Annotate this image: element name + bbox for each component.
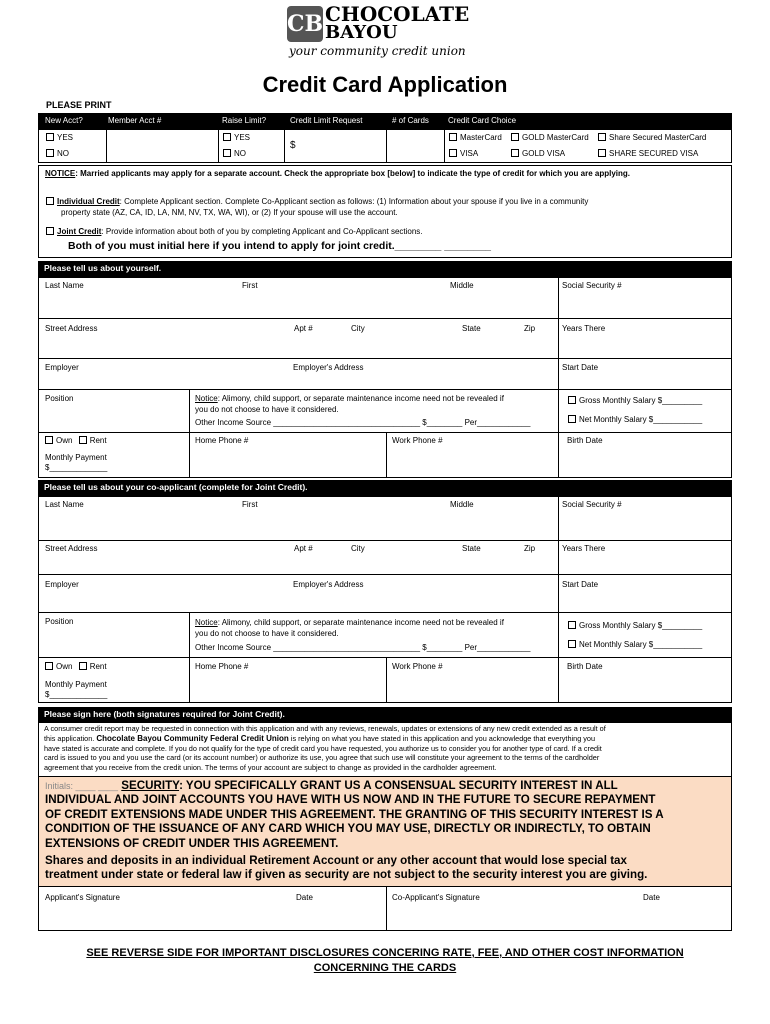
individual-credit: Individual Credit: Complete Applicant section. Complete Co-Applicant section as follows: (1) Information about your spouse if you live in a community — [46, 196, 588, 207]
checkbox[interactable] — [568, 415, 576, 423]
years-there-label: Years There — [562, 324, 606, 333]
other-income: Other Income Source _________________________________ $________ Per____________ — [195, 418, 531, 427]
co-years-there-label: Years There — [562, 544, 606, 553]
checkbox[interactable] — [449, 149, 457, 157]
co-street-label: Street Address — [45, 544, 98, 553]
co-work-phone-label: Work Phone # — [392, 662, 443, 671]
co-last-name-label: Last Name — [45, 500, 84, 509]
co-home-phone-label: Home Phone # — [195, 662, 249, 671]
new-acct-yes[interactable]: YES — [46, 133, 73, 142]
header-bar — [38, 113, 732, 129]
checkbox[interactable] — [449, 133, 457, 141]
credit-limit-dollar: $ — [290, 140, 296, 151]
co-city-label: City — [351, 544, 365, 553]
state-label: State — [462, 324, 481, 333]
option-gold-mastercard[interactable]: GOLD MasterCard — [511, 133, 589, 142]
security-text: Initials: ____ ____ SECURITY: YOU SPECIFICALLY GRANT US A CONSENSUAL SECURITY INTEREST IN ALL INDIVIDUAL AND JOINT ACCOUNTS YOU HAVE WITH US NOW AND IN THE FUTURE TO SECURE REPAYMENT OF CREDIT EXTENSIONS MADE UNDER THIS AGREEMENT. THE GRANTING OF THIS SECURITY INTEREST IS A CONDITION OF THE ISSUANCE OF ANY CARD WHICH YOU MAY USE, DIRECTLY OR INDIRECTLY, TO OBTAIN EXTENSIONS OF CREDIT UNDER THIS AGREEMENT. Shares and deposits in an individual Retirement Account or any other account that would lose special tax treatment under state or federal law if given as security are not subject to the security interest you are giving. — [45, 779, 664, 882]
middle-name-label: Middle — [450, 281, 474, 290]
credit-limit-request-label: Credit Limit Request — [290, 116, 363, 125]
coapplicant-bar: Please tell us about your co-applicant (complete for Joint Credit). — [38, 480, 732, 496]
co-monthly-payment-label: Monthly Payment — [45, 680, 107, 689]
alimony-notice: Notice: Alimony, child support, or separate maintenance income need not be revealed if — [195, 394, 504, 403]
apt-label: Apt # — [294, 324, 313, 333]
co-birth-date-label: Birth Date — [567, 662, 603, 671]
applicant-bar: Please tell us about yourself. — [38, 261, 732, 277]
raise-limit-yes[interactable]: YES — [223, 133, 250, 142]
work-phone-label: Work Phone # — [392, 436, 443, 445]
alimony-notice-2: you do not choose to have it considered. — [195, 405, 339, 414]
last-name-label: Last Name — [45, 281, 84, 290]
num-cards-label: # of Cards — [392, 116, 429, 125]
coapplicant-box — [38, 496, 732, 703]
zip-label: Zip — [524, 324, 536, 333]
applicant-signature-label: Applicant's Signature — [45, 893, 120, 902]
gross-salary[interactable]: Gross Monthly Salary $_________ — [568, 396, 702, 405]
coapplicant-date-label: Date — [643, 893, 660, 902]
co-monthly-payment-line: $_____________ — [45, 690, 108, 699]
option-share-secured-visa[interactable]: SHARE SECURED VISA — [598, 149, 698, 158]
option-visa[interactable]: VISA — [449, 149, 478, 158]
new-acct-no[interactable]: NO — [46, 149, 69, 158]
logo-line1: CHOCOLATE — [325, 2, 470, 26]
page-title: Credit Card Application — [262, 72, 508, 97]
footer-line1: SEE REVERSE SIDE FOR IMPORTANT DISCLOSURES CONCERING RATE, FEE, AND OTHER COST INFORMATION — [86, 947, 684, 959]
logo-monogram: CB — [287, 6, 323, 42]
net-salary[interactable]: Net Monthly Salary $___________ — [568, 415, 702, 424]
option-share-secured-mastercard[interactable]: Share Secured MasterCard — [598, 133, 706, 142]
co-apt-label: Apt # — [294, 544, 313, 553]
sign-bar: Please sign here (both signatures required for Joint Credit). — [38, 707, 732, 722]
co-net-salary[interactable]: Net Monthly Salary $___________ — [568, 640, 702, 649]
logo-tagline: your community credit union — [289, 44, 466, 58]
footer-line2: CONCERNING THE CARDS — [313, 962, 457, 974]
option-mastercard[interactable]: MasterCard — [449, 133, 502, 142]
home-phone-label: Home Phone # — [195, 436, 249, 445]
co-state-label: State — [462, 544, 481, 553]
checkbox[interactable] — [223, 149, 231, 157]
co-ssn-label: Social Security # — [562, 500, 622, 509]
joint-credit: Joint Credit: Provide information about both of you by completing Applicant and Co-Applicant sections. — [46, 226, 423, 237]
co-middle-name-label: Middle — [450, 500, 474, 509]
joint-initial-line: Both of you must initial here if you intend to apply for joint credit.________ ________ — [68, 240, 492, 252]
checkbox[interactable] — [511, 149, 519, 157]
option-gold-visa[interactable]: GOLD VISA — [511, 149, 565, 158]
notice-text: NOTICE: Married applicants may apply for a separate account. Check the appropriate box [below] to indicate the type of credit for which you are applying. — [45, 169, 631, 178]
applicant-date-label: Date — [296, 893, 313, 902]
checkbox[interactable] — [46, 133, 54, 141]
employer-label: Employer — [45, 363, 79, 372]
checkbox[interactable] — [511, 133, 519, 141]
co-other-income: Other Income Source _________________________________ $________ Per____________ — [195, 643, 531, 652]
coapplicant-signature-label: Co-Applicant's Signature — [392, 893, 480, 902]
ssn-label: Social Security # — [562, 281, 622, 290]
co-alimony-notice-2: you do not choose to have it considered. — [195, 629, 339, 638]
checkbox[interactable] — [568, 640, 576, 648]
co-position-label: Position — [45, 617, 74, 626]
checkbox[interactable] — [79, 436, 87, 444]
co-start-date-label: Start Date — [562, 580, 599, 589]
position-label: Position — [45, 394, 74, 403]
consent-text: A consumer credit report may be requested in connection with this application and with any reviews, renewals, updates or extensions of any new credit extended as a result of this application. Chocolate Bayou Community Federal Credit Union is relying on what you have stated in this application and you acknowledge that everything you have stated is accurate and complete. If you do not qualify for the type of credit card you have requested, you authorize us to consider you for another type of card. If a credit card is issued to you and you use the card (or its account number) or authorize its use, you agree that such use will constitute your agreement to the terms of the cardholder agreement that you receive from the credit union. The terms of your account are subject to change as provided in the cardholder agreement. — [44, 724, 606, 773]
individual-credit-2: property state (AZ, CA, ID, LA, NM, NV, TX, WA, WI), or (2) If your spouse will use the account. — [61, 208, 398, 217]
raise-limit-label: Raise Limit? — [222, 116, 267, 125]
co-first-name-label: First — [242, 500, 258, 509]
checkbox[interactable] — [223, 133, 231, 141]
first-name-label: First — [242, 281, 258, 290]
city-label: City — [351, 324, 365, 333]
new-acct-label: New Acct? — [45, 116, 83, 125]
co-zip-label: Zip — [524, 544, 536, 553]
checkbox[interactable] — [568, 621, 576, 629]
checkbox[interactable] — [46, 197, 54, 205]
start-date-label: Start Date — [562, 363, 599, 372]
checkbox[interactable] — [46, 149, 54, 157]
checkbox[interactable] — [598, 149, 606, 157]
monthly-payment-line: $_____________ — [45, 463, 108, 472]
logo — [287, 4, 487, 60]
monthly-payment-label: Monthly Payment — [45, 453, 107, 462]
own-rent[interactable]: Own Rent — [45, 436, 107, 445]
co-own-rent[interactable]: Own Rent — [45, 662, 107, 671]
raise-limit-no[interactable]: NO — [223, 149, 246, 158]
checkbox[interactable] — [45, 662, 53, 670]
co-employer-label: Employer — [45, 580, 79, 589]
co-alimony-notice: Notice: Alimony, child support, or separate maintenance income need not be revealed if — [195, 618, 504, 627]
checkbox[interactable] — [598, 133, 606, 141]
checkbox[interactable] — [46, 227, 54, 235]
card-choice-label: Credit Card Choice — [448, 116, 517, 125]
checkbox[interactable] — [79, 662, 87, 670]
co-gross-salary[interactable]: Gross Monthly Salary $_________ — [568, 621, 702, 630]
co-employer-address-label: Employer's Address — [293, 580, 364, 589]
employer-address-label: Employer's Address — [293, 363, 364, 372]
member-acct-label: Member Acct # — [108, 116, 162, 125]
birth-date-label: Birth Date — [567, 436, 603, 445]
applicant-box — [38, 277, 732, 478]
logo-line2: BAYOU — [325, 22, 398, 43]
checkbox[interactable] — [45, 436, 53, 444]
street-label: Street Address — [45, 324, 98, 333]
please-print: PLEASE PRINT — [46, 100, 112, 110]
checkbox[interactable] — [568, 396, 576, 404]
